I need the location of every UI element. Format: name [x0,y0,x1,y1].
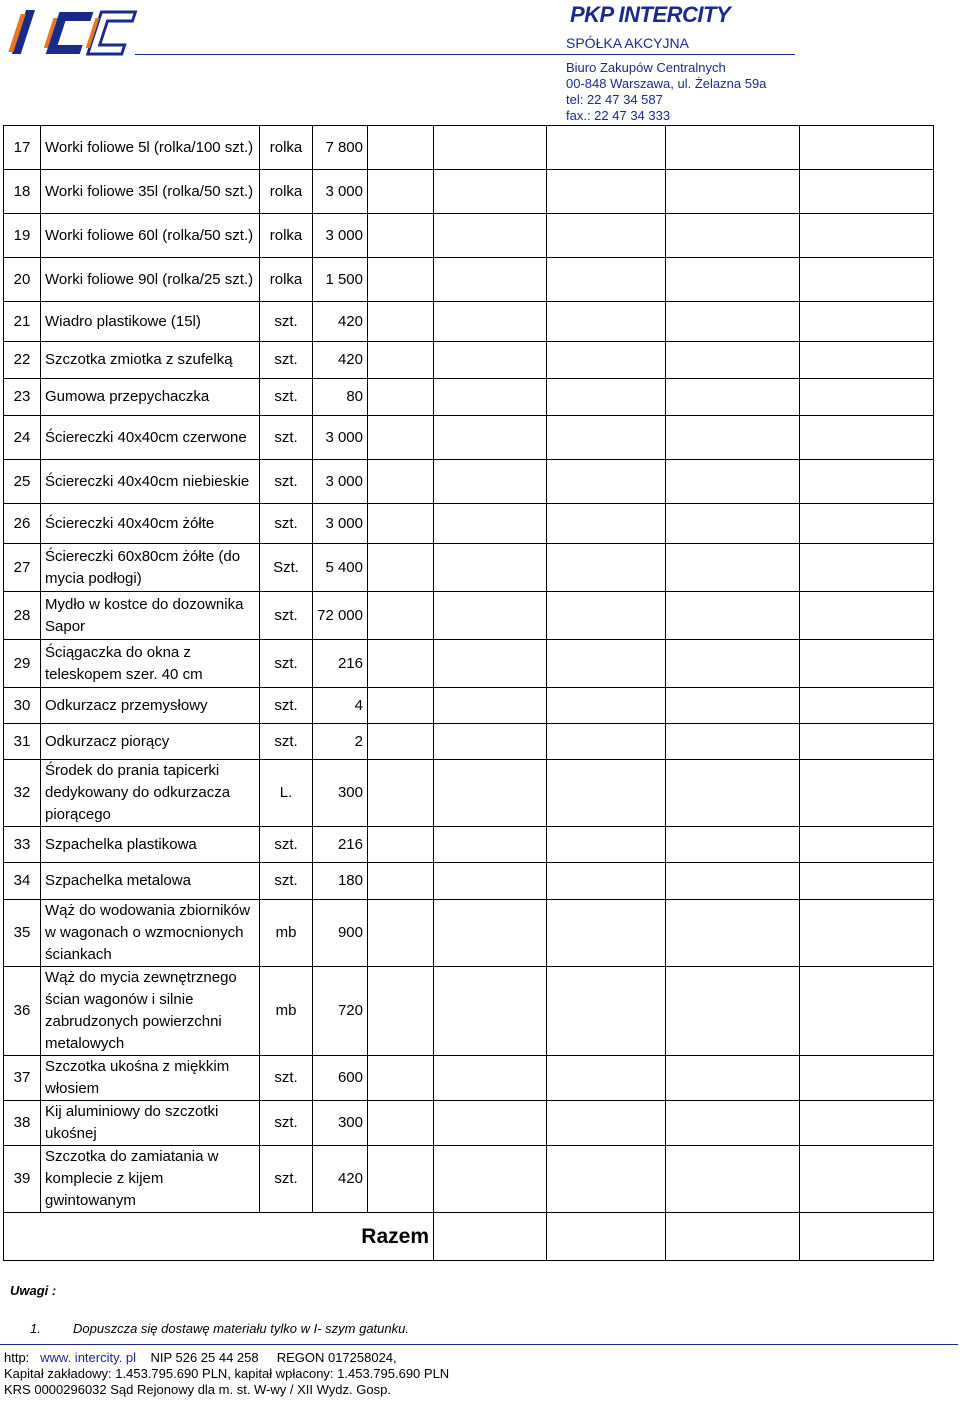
item-unit: szt. [260,342,313,379]
value-cell [547,724,666,760]
price-cell [434,416,547,460]
row-number: 22 [4,342,41,379]
gross-cell [800,1056,934,1101]
empty-cell [368,688,434,724]
item-quantity: 180 [313,863,368,900]
gross-cell [800,1146,934,1213]
empty-cell [368,1101,434,1146]
item-quantity: 80 [313,379,368,416]
item-unit: szt. [260,504,313,544]
empty-cell [368,1056,434,1101]
gross-cell [800,214,934,258]
value-cell [547,900,666,967]
vat-cell [666,214,800,258]
table-row [4,170,934,214]
empty-cell [368,258,434,302]
item-name: Szpachelka plastikowa [41,827,260,863]
item-unit: szt. [260,724,313,760]
item-name: Mydło w kostce do dozownika Sapor [41,592,260,640]
gross-cell [800,640,934,688]
price-cell [434,827,547,863]
gross-cell [800,724,934,760]
table-row [4,302,934,342]
item-unit: rolka [260,126,313,170]
item-name: Worki foliowe 60l (rolka/50 szt.) [41,214,260,258]
value-cell [547,258,666,302]
vat-cell [666,379,800,416]
gross-cell [800,592,934,640]
value-cell [547,544,666,592]
row-number: 27 [4,544,41,592]
gross-cell [800,504,934,544]
table-row [4,827,934,863]
price-cell [434,544,547,592]
row-number: 37 [4,1056,41,1101]
item-quantity: 900 [313,900,368,967]
price-cell [434,688,547,724]
table-row [4,688,934,724]
value-cell [547,170,666,214]
table-row [4,460,934,504]
price-cell [434,640,547,688]
row-number: 29 [4,640,41,688]
item-unit: szt. [260,416,313,460]
price-cell [434,1056,547,1101]
price-cell [434,214,547,258]
gross-cell [800,967,934,1056]
vat-cell [666,640,800,688]
row-number: 28 [4,592,41,640]
value-cell [547,504,666,544]
item-quantity: 4 [313,688,368,724]
value-cell [547,379,666,416]
gross-cell [800,258,934,302]
value-cell [547,1146,666,1213]
item-quantity: 216 [313,640,368,688]
gross-cell [800,416,934,460]
empty-cell [368,592,434,640]
gross-cell [800,863,934,900]
footer-http: http: [4,1350,30,1365]
item-unit: L. [260,760,313,827]
item-quantity: 420 [313,302,368,342]
gross-cell [800,460,934,504]
empty-cell [368,504,434,544]
price-cell [434,379,547,416]
value-cell [547,460,666,504]
empty-cell [368,126,434,170]
footer-capital: Kapitał zakładowy: 1.453.795.690 PLN, kapitał wpłacony: 1.453.795.690 PLN [4,1366,450,1381]
vat-cell [666,504,800,544]
item-unit: mb [260,900,313,967]
table-row [4,258,934,302]
table-row [4,1146,934,1213]
item-name: Worki foliowe 35l (rolka/50 szt.) [41,170,260,214]
vat-cell [666,1146,800,1213]
item-quantity: 3 000 [313,416,368,460]
gross-cell [800,900,934,967]
footer-rule [0,1344,958,1345]
empty-cell [368,416,434,460]
price-cell [434,760,547,827]
item-quantity: 720 [313,967,368,1056]
gross-cell [800,126,934,170]
total-cell-2 [547,1213,666,1261]
footer-website[interactable]: www. intercity. pl [40,1350,136,1365]
row-number: 34 [4,863,41,900]
value-cell [547,1101,666,1146]
row-number: 35 [4,900,41,967]
table-row [4,863,934,900]
row-number: 18 [4,170,41,214]
empty-cell [368,302,434,342]
item-quantity: 2 [313,724,368,760]
vat-cell [666,170,800,214]
row-number: 21 [4,302,41,342]
row-number: 19 [4,214,41,258]
empty-cell [368,379,434,416]
empty-cell [368,544,434,592]
item-quantity: 72 000 [313,592,368,640]
vat-cell [666,688,800,724]
empty-cell [368,1146,434,1213]
table-row [4,214,934,258]
gross-cell [800,170,934,214]
empty-cell [368,760,434,827]
item-quantity: 420 [313,342,368,379]
table-row [4,544,934,592]
empty-cell [368,170,434,214]
item-name: Ściereczki 40x40cm niebieskie [41,460,260,504]
price-cell [434,900,547,967]
item-name: Wąż do mycia zewnętrznego ścian wagonów i silnie zabrudzonych powierzchni metalowych [41,967,260,1056]
row-number: 36 [4,967,41,1056]
price-cell [434,342,547,379]
item-name: Ściereczki 40x40cm czerwone [41,416,260,460]
gross-cell [800,342,934,379]
vat-cell [666,967,800,1056]
vat-cell [666,544,800,592]
remark-item [30,1321,409,1336]
value-cell [547,302,666,342]
vat-cell [666,342,800,379]
item-unit: szt. [260,863,313,900]
vat-cell [666,1056,800,1101]
table-row [4,416,934,460]
table-row [4,126,934,170]
empty-cell [368,967,434,1056]
item-unit: szt. [260,688,313,724]
table-row [4,504,934,544]
item-unit: rolka [260,170,313,214]
empty-cell [368,863,434,900]
item-name: Wąż do wodowania zbiorników w wagonach o wzmocnionych ściankach [41,900,260,967]
row-number: 39 [4,1146,41,1213]
address-line: tel: 22 47 34 587 [566,92,663,107]
item-name: Gumowa przepychaczka [41,379,260,416]
item-unit: Szt. [260,544,313,592]
empty-cell [368,342,434,379]
value-cell [547,592,666,640]
address-line: 00-848 Warszawa, ul. Żelazna 59a [566,76,767,91]
item-unit: szt. [260,379,313,416]
vat-cell [666,416,800,460]
items-table [3,125,934,1261]
value-cell [547,827,666,863]
price-cell [434,1101,547,1146]
total-spacer [800,1213,934,1261]
item-name: Odkurzacz piorący [41,724,260,760]
table-row [4,379,934,416]
item-name: Wiadro plastikowe (15l) [41,302,260,342]
gross-cell [800,760,934,827]
vat-cell [666,126,800,170]
gross-cell [800,544,934,592]
value-cell [547,640,666,688]
row-number: 31 [4,724,41,760]
row-number: 38 [4,1101,41,1146]
item-quantity: 420 [313,1146,368,1213]
table-row [4,1056,934,1101]
gross-cell [800,827,934,863]
item-quantity: 216 [313,827,368,863]
total-cell-3 [666,1213,800,1261]
row-number: 17 [4,126,41,170]
price-cell [434,126,547,170]
address-line: fax.: 22 47 34 333 [566,108,671,123]
company-address [566,60,766,124]
item-name: Worki foliowe 90l (rolka/25 szt.) [41,258,260,302]
item-quantity: 3 000 [313,460,368,504]
vat-cell [666,258,800,302]
total-cell-1 [434,1213,547,1261]
price-cell [434,460,547,504]
price-cell [434,1146,547,1213]
value-cell [547,760,666,827]
vat-cell [666,592,800,640]
row-number: 24 [4,416,41,460]
item-quantity: 3 000 [313,504,368,544]
price-cell [434,724,547,760]
value-cell [547,1056,666,1101]
gross-cell [800,302,934,342]
value-cell [547,688,666,724]
value-cell [547,416,666,460]
address-line: Biuro Zakupów Centralnych [566,60,726,75]
value-cell [547,126,666,170]
table-row [4,592,934,640]
price-cell [434,302,547,342]
table-row [4,342,934,379]
gross-cell [800,379,934,416]
footer-regon: REGON 017258024, [276,1350,397,1365]
item-name: Odkurzacz przemysłowy [41,688,260,724]
empty-cell [368,640,434,688]
price-cell [434,592,547,640]
row-number: 20 [4,258,41,302]
empty-cell [368,460,434,504]
footer-nip: NIP 526 25 44 258 [150,1350,259,1365]
company-type: SPÓŁKA AKCYJNA [566,35,689,51]
row-number: 30 [4,688,41,724]
item-name: Worki foliowe 5l (rolka/100 szt.) [41,126,260,170]
remarks-label: Uwagi : [10,1283,57,1298]
footer-krs: KRS 0000296032 Sąd Rejonowy dla m. st. W-wy / XII Wydz. Gosp. [4,1382,391,1397]
price-cell [434,863,547,900]
row-number: 32 [4,760,41,827]
item-quantity: 7 800 [313,126,368,170]
item-unit: szt. [260,827,313,863]
item-unit: szt. [260,1056,313,1101]
intercity-logo [4,4,144,60]
item-unit: szt. [260,640,313,688]
vat-cell [666,863,800,900]
vat-cell [666,1101,800,1146]
row-number: 26 [4,504,41,544]
remark-text: Dopuszcza się dostawę materiału tylko w I- szym gatunku. [73,1321,409,1336]
item-name: Ściągaczka do okna z teleskopem szer. 40 cm [41,640,260,688]
value-cell [547,967,666,1056]
item-quantity: 300 [313,1101,368,1146]
item-name: Szczotka do zamiatania w komplecie z kijem gwintowanym [41,1146,260,1213]
item-quantity: 600 [313,1056,368,1101]
table-row [4,640,934,688]
item-quantity: 3 000 [313,170,368,214]
value-cell [547,863,666,900]
item-unit: szt. [260,1101,313,1146]
empty-cell [368,214,434,258]
item-name: Szpachelka metalowa [41,863,260,900]
item-name: Szczotka zmiotka z szufelką [41,342,260,379]
total-row [4,1213,934,1261]
gross-cell [800,688,934,724]
item-name: Ściereczki 40x40cm żółte [41,504,260,544]
empty-cell [368,724,434,760]
item-quantity: 1 500 [313,258,368,302]
item-unit: rolka [260,258,313,302]
vat-cell [666,302,800,342]
vat-cell [666,460,800,504]
price-cell [434,967,547,1056]
table-row [4,724,934,760]
item-unit: mb [260,967,313,1056]
row-number: 23 [4,379,41,416]
vat-cell [666,724,800,760]
price-cell [434,258,547,302]
item-quantity: 5 400 [313,544,368,592]
price-cell [434,504,547,544]
item-name: Ściereczki 60x80cm żółte (do mycia podłogi) [41,544,260,592]
table-row [4,967,934,1056]
item-unit: szt. [260,302,313,342]
item-quantity: 3 000 [313,214,368,258]
table-row [4,900,934,967]
item-name: Szczotka ukośna z miękkim włosiem [41,1056,260,1101]
item-unit: szt. [260,592,313,640]
empty-cell [368,827,434,863]
item-name: Kij aluminiowy do szczotki ukośnej [41,1101,260,1146]
item-unit: szt. [260,460,313,504]
empty-cell [368,900,434,967]
vat-cell [666,900,800,967]
item-quantity: 300 [313,760,368,827]
value-cell [547,214,666,258]
item-unit: szt. [260,1146,313,1213]
total-label: Razem [4,1213,434,1261]
row-number: 25 [4,460,41,504]
table-row [4,1101,934,1146]
value-cell [547,342,666,379]
item-unit: rolka [260,214,313,258]
price-cell [434,170,547,214]
vat-cell [666,827,800,863]
remark-number: 1. [30,1321,41,1336]
vat-cell [666,760,800,827]
footer [4,1350,449,1398]
gross-cell [800,1101,934,1146]
table-row [4,760,934,827]
item-name: Środek do prania tapicerki dedykowany do odkurzacza piorącego [41,760,260,827]
header-rule [135,54,795,55]
row-number: 33 [4,827,41,863]
company-name: PKP INTERCITY [570,2,731,27]
